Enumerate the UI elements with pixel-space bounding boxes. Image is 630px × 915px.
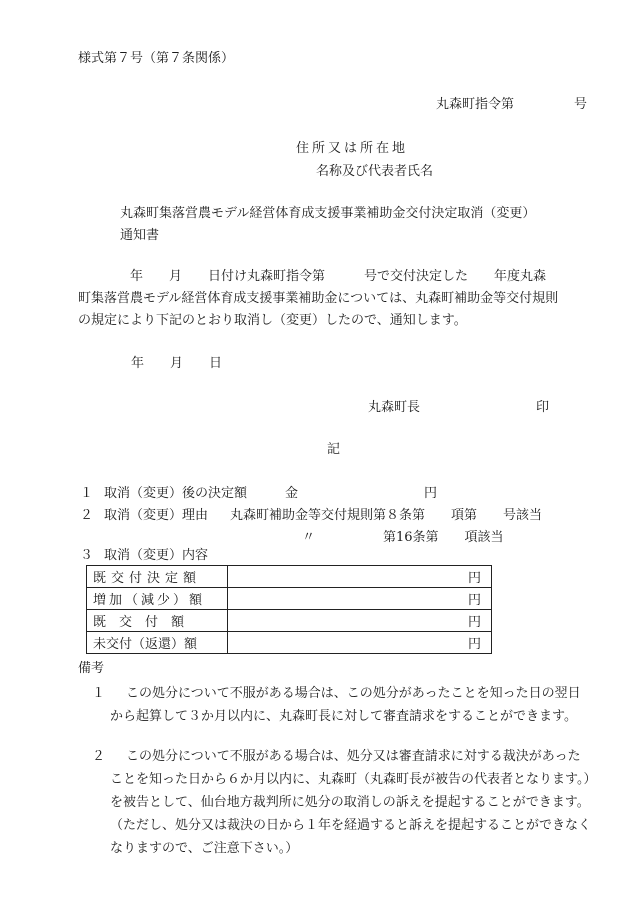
recipient-address: 住所又は所在地 [296,141,409,156]
issuer-name: 丸森町長 [368,400,421,415]
item-2-number: ２ [80,508,94,523]
doc-number-prefix: 丸森町指令第 [436,97,515,112]
form-label: 様式第７号（第７条関係） [78,51,235,66]
item-2-ditto: 〃 [302,530,316,545]
remark-note-text: この処分について不服がある場合は、処分又は審査請求に対する裁決があったことを知った日から６か月以内に、丸森町（丸森町長が被告の代表者となります。）を被告として、仙台地方裁判所に処分の取消しの訴えを提起することができます。（ただし、処分又は裁決の日から１年を経過すると訴えを提起することができなくなりますので、ご注意下さい。） [110,749,592,856]
row-unit: 円 [228,632,492,654]
item-3-number: ３ [80,548,94,563]
item-2-label: 取消（変更）理由 [104,508,209,523]
row-unit: 円 [228,610,492,632]
item-1-unit: 円 [424,486,438,501]
remark-note-2 [92,745,592,860]
ki-heading: 記 [327,442,341,457]
item-1-label: 取消（変更）後の決定額 [104,486,248,501]
recipient-name: 名称及び代表者氏名 [316,164,434,179]
item-1-currency: 金 [285,486,299,501]
title-line-2: 通知書 [120,228,160,243]
row-unit: 円 [228,566,492,588]
item-2-rule-16: 第16条第 項該当 [383,530,504,545]
body-line-2: 町集落営農モデル経営体育成支援事業補助金については、丸森町補助金等交付規則 [78,291,559,306]
remark-note-1 [92,682,592,728]
amount-table [86,565,492,654]
remark-note-number: ２ [92,749,106,764]
seal-mark: 印 [536,400,550,415]
title-line-1: 丸森町集落営農モデル経営体育成支援事業補助金交付決定取消（変更） [120,206,536,221]
row-label-increase-decrease: 増加（減少）額 [87,588,228,610]
item-1-number: １ [80,486,94,501]
remark-note-text: この処分について不服がある場合は、この処分があったことを知った日の翌日から起算して３か月以内に、丸森町長に対して審査請求をすることができます。 [110,686,581,724]
row-label-already-decided: 既交付決定額 [87,566,228,588]
body-paragraph [78,266,590,332]
table-row [87,632,492,654]
remark-note-number: １ [92,686,106,701]
row-unit: 円 [228,588,492,610]
table-row [87,588,492,610]
item-3-label: 取消（変更）内容 [104,548,209,563]
date-line: 年 月 日 [131,356,223,371]
table-row [87,566,492,588]
doc-number-suffix: 号 [574,97,588,112]
item-2-rule: 丸森町補助金等交付規則第８条第 項第 号該当 [230,508,543,523]
body-line-3: の規定により下記のとおり取消し（変更）したので、通知します。 [78,313,467,328]
table-row [87,610,492,632]
remarks-heading: 備考 [78,661,105,676]
row-label-already-paid: 既 交 付 額 [87,610,228,632]
row-label-unpaid-returned: 未交付（返還）額 [87,632,228,654]
body-line-1: 年 月 日付け丸森町指令第 号で交付決定した 年度丸森 [130,269,547,284]
